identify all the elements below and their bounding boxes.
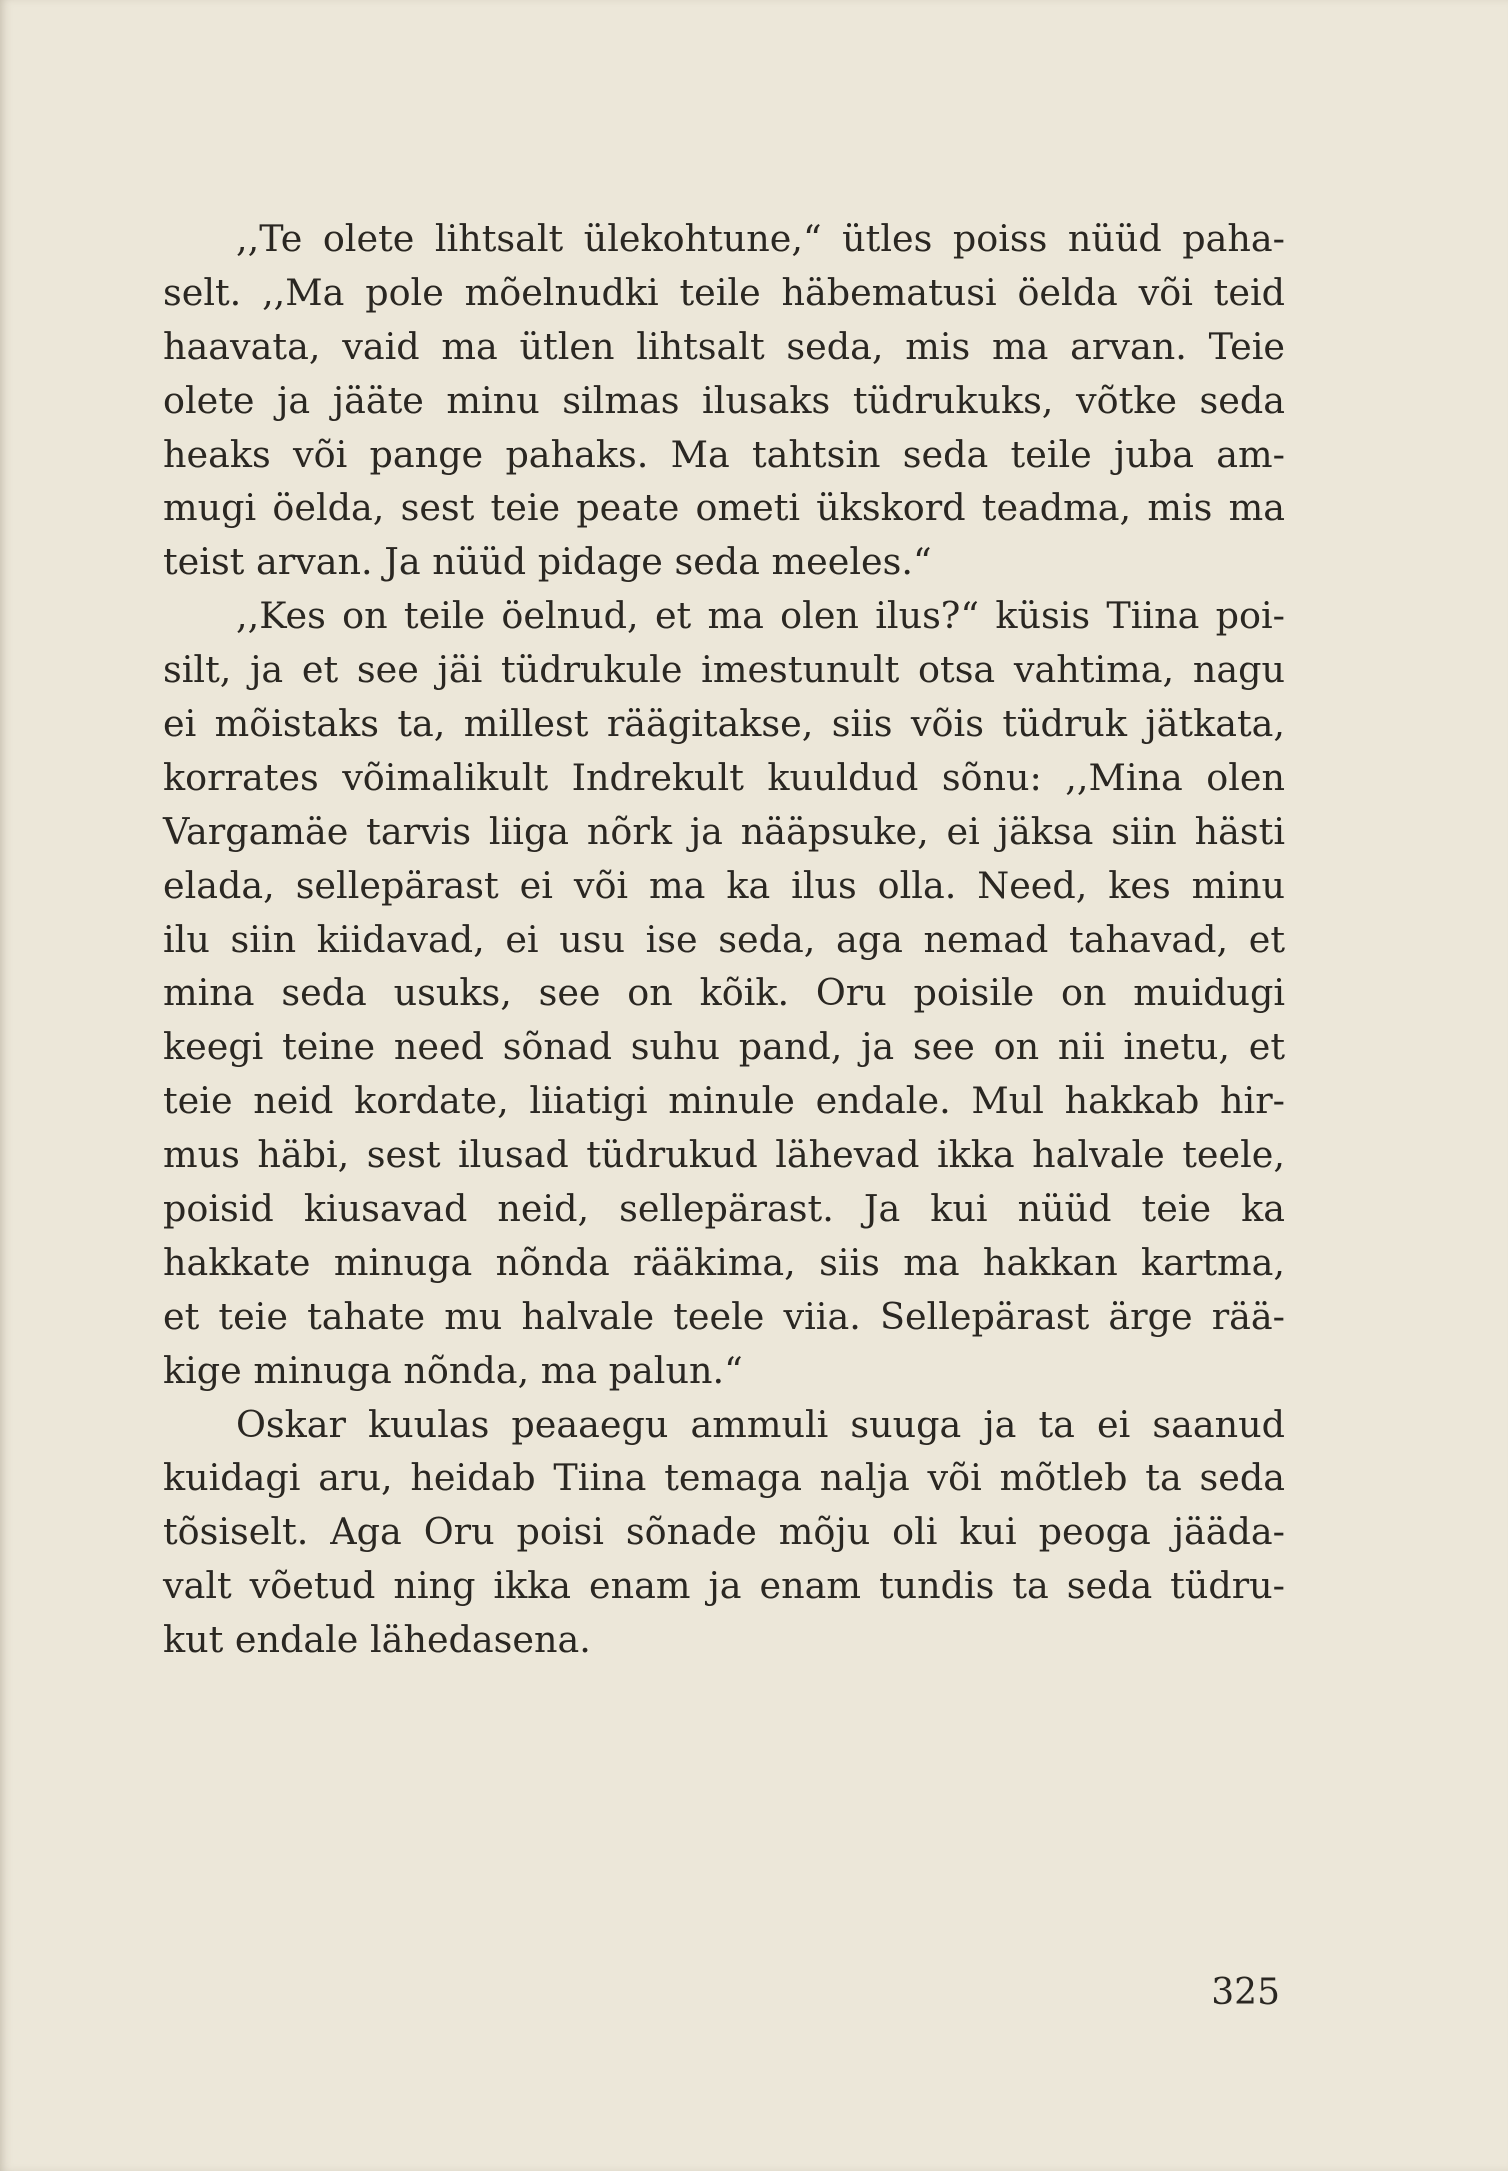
text-line: ilu siin kiidavad, ei usu ise seda, aga nemad tahavad, et bbox=[163, 917, 1285, 961]
text-line: kige minuga nõnda, ma palun.“ bbox=[163, 1348, 743, 1392]
text-line: poisid kiusavad neid, sellepärast. Ja kui nüüd teie ka bbox=[163, 1187, 1285, 1231]
text-line: heaks või pange pahaks. Ma tahtsin seda teile juba am- bbox=[163, 432, 1285, 476]
text-line: mus häbi, sest ilusad tüdrukud lähevad ikka halvale teele, bbox=[163, 1133, 1285, 1177]
text-line: mina seda usuks, see on kõik. Oru poisile on muidugi bbox=[163, 971, 1285, 1015]
page-number: 325 bbox=[1211, 1972, 1280, 2013]
text-line: korrates võimalikult Indrekult kuuldud sõnu: ,,Mina olen bbox=[163, 755, 1285, 799]
paragraph-2 bbox=[163, 589, 1285, 1397]
paragraph-3 bbox=[163, 1398, 1285, 1667]
paragraph-1 bbox=[163, 212, 1285, 589]
text-line: valt võetud ning ikka enam ja enam tundis ta seda tüdru- bbox=[163, 1564, 1285, 1608]
text-line: elada, sellepärast ei või ma ka ilus olla. Need, kes minu bbox=[163, 863, 1285, 907]
text-line: keegi teine need sõnad suhu pand, ja see on nii inetu, et bbox=[163, 1025, 1285, 1069]
body-text bbox=[163, 212, 1285, 1667]
text-line: tõsiselt. Aga Oru poisi sõnade mõju oli kui peoga jääda- bbox=[163, 1510, 1285, 1554]
text-line: ,,Te olete lihtsalt ülekohtune,“ ütles poiss nüüd paha- bbox=[236, 217, 1285, 260]
text-line: selt. ,,Ma pole mõelnudki teile häbematusi öelda või teid bbox=[163, 270, 1285, 314]
text-line: teist arvan. Ja nüüd pidage seda meeles.“ bbox=[163, 540, 932, 584]
text-line: ,,Kes on teile öelnud, et ma olen ilus?“ küsis Tiina poi- bbox=[236, 594, 1285, 638]
text-line: teie neid kordate, liiatigi minule endale. Mul hakkab hir- bbox=[163, 1079, 1285, 1123]
text-line: silt, ja et see jäi tüdrukule imestunult otsa vahtima, nagu bbox=[163, 648, 1285, 692]
text-line: kut endale lähedasena. bbox=[163, 1618, 591, 1662]
text-line: haavata, vaid ma ütlen lihtsalt seda, mis ma arvan. Teie bbox=[163, 324, 1285, 368]
text-line: hakkate minuga nõnda rääkima, siis ma hakkan kartma, bbox=[163, 1240, 1285, 1284]
text-line: ei mõistaks ta, millest räägitakse, siis võis tüdruk jätkata, bbox=[163, 702, 1285, 746]
text-line: mugi öelda, sest teie peate ometi ükskord teadma, mis ma bbox=[163, 486, 1285, 530]
text-line: et teie tahate mu halvale teele viia. Sellepärast ärge rää- bbox=[163, 1294, 1285, 1338]
text-line: Vargamäe tarvis liiga nõrk ja nääpsuke, ei jäksa siin hästi bbox=[163, 809, 1285, 853]
text-line: kuidagi aru, heidab Tiina temaga nalja või mõtleb ta seda bbox=[163, 1456, 1285, 1500]
text-line: Oskar kuulas peaaegu ammuli suuga ja ta ei saanud bbox=[236, 1402, 1285, 1446]
text-line: olete ja jääte minu silmas ilusaks tüdrukuks, võtke seda bbox=[163, 378, 1285, 422]
